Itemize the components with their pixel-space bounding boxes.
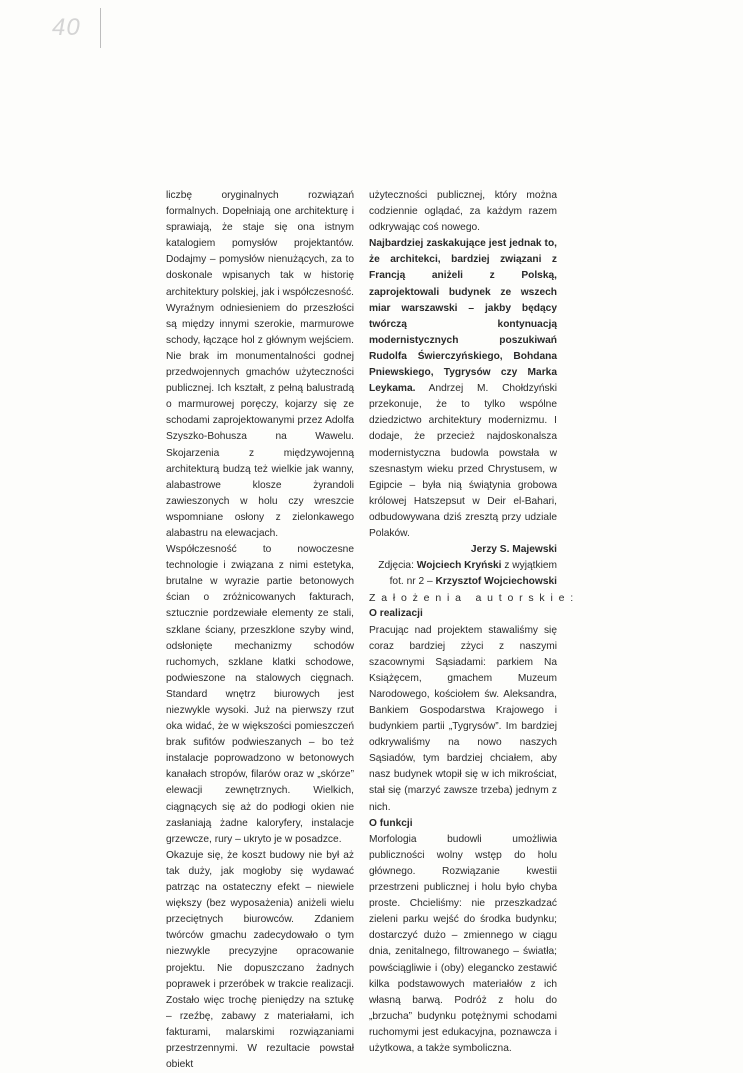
photo-credit-line-2 [369, 574, 557, 590]
bold-lead: Najbardziej zaskakujące jest jednak to, że architekci, bardziej związani z Francją aniżeli z Polską, zaprojektowali budynek ze wszech miar warszawski – jakby będący twórczą kontynuacją modernistycznych poszukiwań Rudolfa Świerczyńskiego, Bohdana Pniewskiego, Tygrysów czy Marka Leykama. [369, 238, 557, 395]
paragraph: liczbę oryginalnych rozwiązań formalnych. Dopełniają one architekturę i sprawiają, że staje się ona istnym katalogiem pomysłów projektantów. Dodajmy – pomysłów nienużących, za to doskonale wpisanych tak w historię architektury polskiej, jak i współczesność. Wyraźnym odniesieniem do przeszłości są między innymi szerokie, marmurowe schody, łączące hol z głównym wejściem. Nie brak im monumentalności godnej przedwojennych gmachów użyteczności publicznej. Ich kształt, z pełną balustradą o marmurowej poręczy, kojarzy się ze schodami zaprojektowanymi przez Adolfa Szyszko-Bohusza na Wawelu. Skojarzenia z międzywojenną architekturą budzą też wielkie jak wanny, alabastrowe klosze żyrandoli zawieszonych w holu czy wreszcie wspomniane osłony z zielonkawego alabastru na elewacjach. [166, 190, 354, 539]
section-title: Założenia autorskie: [369, 592, 579, 605]
photo-credit-prefix: fot. nr 2 – [389, 576, 436, 588]
paragraph: Morfologia budowli umożliwia publiczności wolny wstęp do holu głównego. Rozwiązanie kwestii przestrzeni publicznej i holu było chyba proste. Chcieliśmy: nie przeszkadzać zieleni parku wejść do środka budynku; dostarczyć dużo – zmiennego w ciągu dnia, zenitalnego, filtrowanego – światła; powściągliwie i (oby) elegancko zestawić kilka podstawowych materiałów z ich własną barwą. Podróż z holu do „brzucha” budynku potężnymi schodami ruchomymi jest edukacyjna, poznawcza i użytkowa, a także symboliczna. [369, 833, 557, 1054]
page-number: 40 [52, 14, 81, 41]
header-divider [100, 8, 101, 48]
left-column [166, 188, 354, 1073]
author-signature: Jerzy S. Majewski [470, 544, 557, 556]
right-column [369, 188, 579, 1057]
paragraph: Pracując nad projektem stawaliśmy się coraz bardziej zżyci z naszymi szacownymi Sąsiadami: parkiem Na Książęcem, gmachem Muzeum Narodowego, kościołem św. Aleksandra, Bankiem Gospodarstwa Krajowego i budynkiem partii „Tygrysów”. Im bardziej odkrywaliśmy na nowo naszych Sąsiadów, tym bardziej chciałem, aby nasz budynek wtopił się w ich mikrościat, stał się (marzyć zawsze trzeba) jednym z nich. [369, 624, 557, 813]
subheading-realization: O realizacji [369, 608, 423, 620]
photographer-name: Wojciech Kryński [416, 560, 502, 572]
photo-credit-line-1 [369, 558, 557, 574]
paragraph: użyteczności publicznej, który można codziennie oglądać, za każdym razem odkrywając coś nowego. [369, 190, 557, 234]
paragraph [369, 236, 557, 542]
photo-credit-mid: z wyjątkiem [501, 560, 557, 572]
paragraph-rest: Andrzej M. Chołdzyński przekonuje, że to tylko wspólne dziedzictwo architektury modernizmu. I dodaje, że przecież najdoskonalsza modernistyczna budowla powstała w szesnastym wieku przed Chrystusem, w Egipcie – była nią świątynia grobowa królowej Hatszepsut w Deir el-Bahari, odbudowywana dziś zresztą przy udziale Polaków. [369, 383, 557, 539]
photo-credit-label: Zdjęcia: [378, 560, 417, 572]
subheading-function: O funkcji [369, 817, 413, 829]
paragraph: Okazuje się, że koszt budowy nie był aż tak duży, jak mogłoby się wydawać patrząc na ostateczny efekt – niewiele większy (bez wyposażenia) aniżeli wielu przeciętnych biurowców. Zdaniem twórców gmachu zadecydowało o tym niezwykle precyzyjne opracowanie projektu. Nie dopuszczano żadnych poprawek i przeróbek w trakcie realizacji. Zostało więc trochę pieniędzy na sztukę – rzeźbę, zabawy z materiałami, ich fakturami, malarskimi rozwiązaniami przestrzennymi. W rezultacie powstał obiekt [166, 849, 354, 1071]
photographer-name-2: Krzysztof Wojciechowski [435, 576, 557, 588]
paragraph: Współczesność to nowoczesne technologie i związana z nimi estetyka, brutalne w wyrazie partie betonowych ścian o zróżnicowanych fakturach, sztucznie pordzewiałe elementy ze stali, szklane ściany, przeszklone szyby wind, odsłonięte mechanizmy schodów ruchomych, szklane klatki schodowe, podwieszone na stalowych cięgnach. Standard wnętrz biurowych jest niezwykle wysoki. Już na pierwszy rzut oka widać, że w większości pomieszczeń brak sufitów podwieszanych – bo też instalacje poprowadzono w betonowych kanałach stropów, filarów oraz w „skórze” elewacji zewnętrznych. Wielkich, ciągnących się aż do podłogi okien nie zasłaniają żadne kaloryfery, instalacje grzewcze, rury – ukryto je w posadzce. [166, 544, 354, 845]
